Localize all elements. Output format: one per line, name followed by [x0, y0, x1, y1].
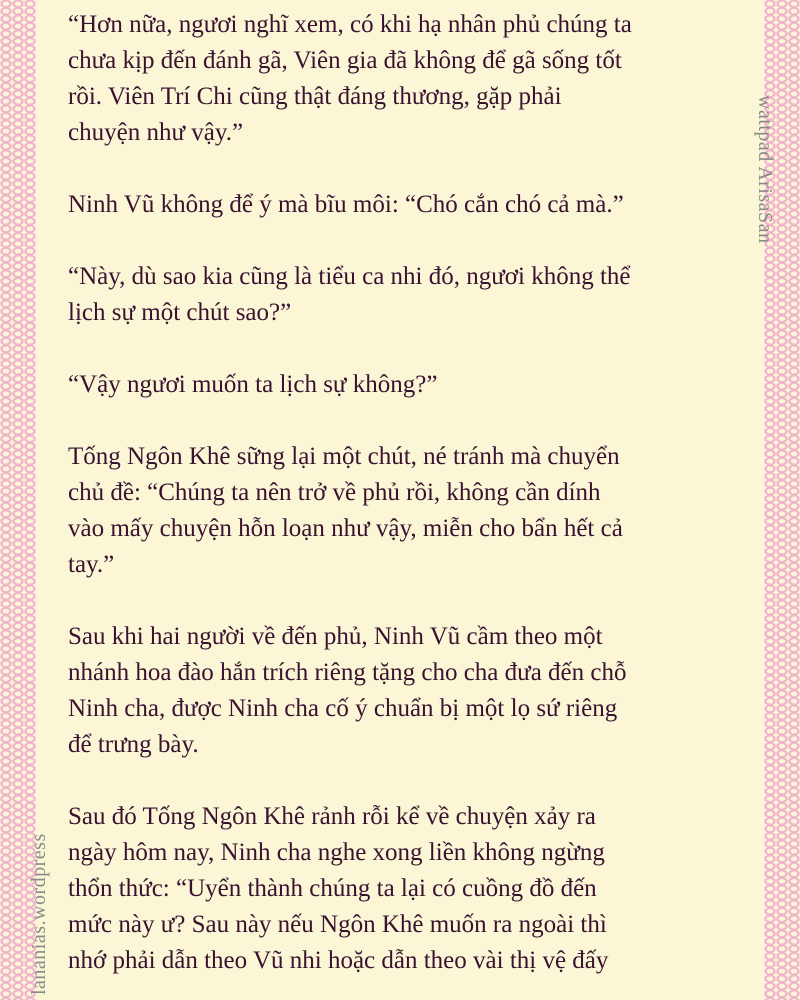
paragraph-2: Ninh Vũ không để ý mà bĩu môi: “Chó cắn chó cả mà.” — [68, 191, 624, 218]
watermark-left: lananias.wordpress — [28, 833, 50, 995]
paragraph-3: “Này, dù sao kia cũng là tiểu ca nhi đó, ngươi không thể lịch sự một chút sao?” — [68, 263, 631, 326]
paragraph-5: Tống Ngôn Khê sững lại một chút, né tránh mà chuyển chủ đề: “Chúng ta nên trở về phủ rồi, không cần dính vào mấy chuyện hỗn loạn như vậy, miễn cho bẩn hết cả tay.” — [68, 443, 623, 578]
paragraph-4: “Vậy ngươi muốn ta lịch sự không?” — [68, 371, 438, 398]
paragraph-6: Sau khi hai người về đến phủ, Ninh Vũ cầm theo một nhánh hoa đào hắn trích riêng tặng cho cha đưa đến chỗ Ninh cha, được Ninh cha cố ý chuẩn bị một lọ sứ riêng để trưng bày. — [68, 623, 627, 758]
watermark-right: wattpad ArisaSan — [754, 95, 776, 244]
paragraph-7: Sau đó Tống Ngôn Khê rảnh rỗi kể về chuyện xảy ra ngày hôm nay, Ninh cha nghe xong liền không ngừng thổn thức: “Uyển thành chúng ta lại có cuồng đồ đến mức này ư? Sau này nếu Ngôn Khê muốn ra ngoài thì nhớ phải dẫn theo Vũ nhi hoặc dẫn theo vài thị vệ đấy — [68, 803, 609, 974]
paragraph-1: “Hơn nữa, ngươi nghĩ xem, có khi hạ nhân phủ chúng ta chưa kịp đến đánh gã, Viên gia đã không để gã sống tốt rồi. Viên Trí Chi cũng thật đáng thương, gặp phải chuyện như vậy.” — [68, 11, 632, 146]
story-text — [68, 7, 748, 1000]
